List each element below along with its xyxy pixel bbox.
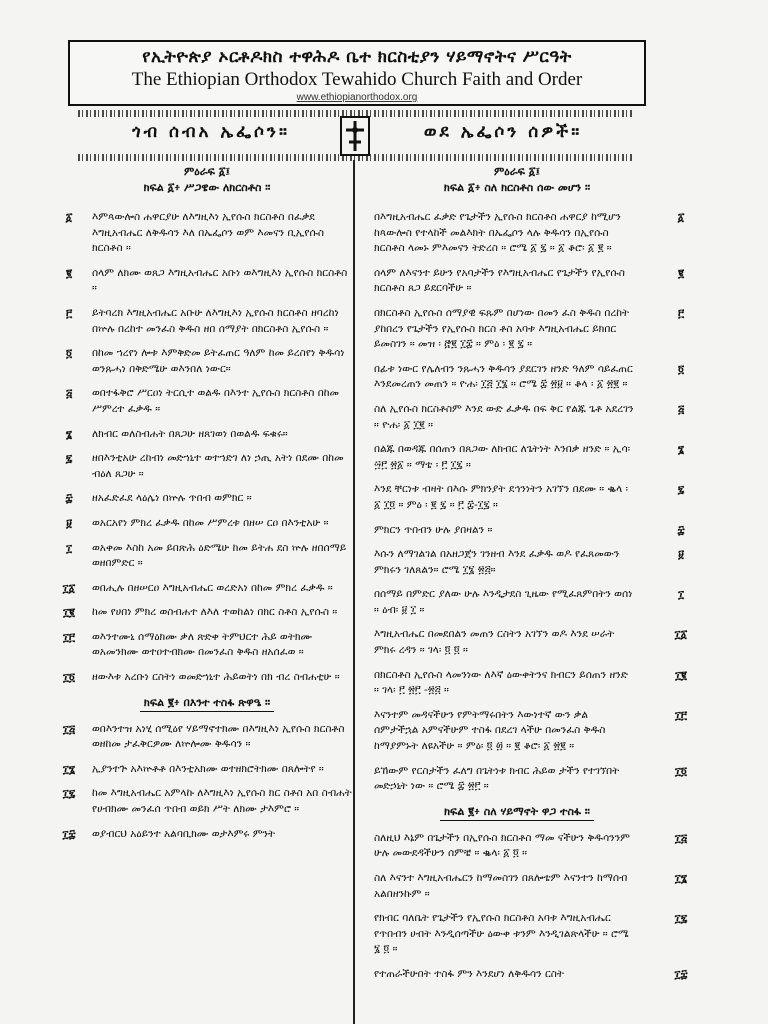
verse-number: ፲፩ [62, 581, 76, 595]
verse-text: ወበሒሉ በዘሠርዐ እግዚአብሔር ወረድአነ በከመ ምክረ ፈቃዱ ። [92, 581, 333, 594]
verse-number: ፲፩ [674, 628, 688, 642]
verse-text: ወአቀመ እስከ አመ ይበጽሕ ዕድሜሁ ከመ ይትሐ ደስ ኵሉ ዘበሰማይ ወዘበምድር ። [92, 541, 347, 570]
verse-number: ፲፯ [674, 912, 688, 926]
verse-list [62, 722, 352, 843]
section-heading: ክፍል ፩፥ ስለ ክርስቶስ ሰው መሆን ። [443, 181, 591, 194]
verse-number: ፬ [677, 362, 685, 376]
chapter-heading: ምዕራፍ ፩፤ [493, 165, 541, 178]
verse-text: ምክርን ጥበብን ሁሉ ያበዛልን ። [374, 523, 493, 536]
verse-text: ስለ እናንተ እግዚአብሔርን ከማመስገን በጸሎቴም እናንተን ከማሰብ አልበዘንኩም ። [374, 872, 628, 900]
verse [372, 627, 688, 658]
verse-number: ፲፰ [674, 967, 688, 981]
verse [372, 482, 685, 513]
verse-number: ፲፰ [62, 827, 76, 841]
verse [372, 911, 688, 958]
verse-number: ፰ [677, 523, 685, 537]
verse-number: ፪ [677, 266, 685, 280]
verse [62, 210, 352, 257]
verse [62, 386, 352, 417]
verse [62, 630, 352, 661]
cross-icon [340, 116, 370, 156]
verse [62, 581, 352, 597]
verse [372, 831, 688, 862]
verse-number: ፮ [677, 443, 685, 457]
verse-number: ፲፬ [675, 764, 687, 778]
verse-number: ፲፪ [675, 668, 687, 682]
right-column-amharic [372, 164, 688, 992]
verse [372, 871, 688, 902]
verse-number: ፲፫ [63, 630, 75, 644]
verse-text: ዘበእንቲአሁ ረከብነ መድኀኒተ ወተኀድገ ለነ ኃጢ አትነ በደሙ በከመ ብዕለ ጸጋሁ ። [92, 452, 344, 480]
verse [62, 605, 352, 621]
section-heading-label: ክፍል ፪፥ ስለ ሃይማኖት ዋጋ ተስፋ ። [440, 804, 594, 821]
verse-text: ሰላም ለክሙ ወጸጋ እግዚአብሔር አቡነ ወእግዚእነ ኢየሱስ ክርስቶስ ። [92, 266, 348, 295]
verse-text: ወእንተሙኒ ሰማዕክሙ ቃለ ጽድቀ ትምህርተ ሕይ ወትክሙ ወአመንክሙ ወተዐተብክሙ በመንፈስ ቅዱስ ዘአሰፈወ ። [92, 630, 313, 659]
verse-number: ፰ [65, 492, 73, 506]
verse [372, 306, 685, 353]
verse-number: ፲፫ [675, 708, 687, 722]
verse-text: ወያብርህ አዕይንተ አልባቢክሙ ወታእምሩ ምንት [92, 827, 276, 840]
verse-number: ፲፮ [62, 762, 76, 776]
verse [62, 670, 352, 686]
verse [62, 346, 352, 377]
verse [372, 708, 687, 755]
verse-text: ለክብር ወለስብሐት በጸጋሁ ዘጸገወነ በወልዱ ፍቁሩ። [92, 427, 288, 440]
verse-text: እግዚአብሔር በመደበልን መጠን ርስትን አገኘን ወዶ እንደ ሠራት ምክሩ ረዳን ። ገላ፡ ፬ ፬ ። [374, 628, 615, 657]
verse-number: ፲፭ [62, 722, 76, 736]
verse-text: ወአርአየነ ምክረ ፈቃዱ በከመ ሥምረቱ በዘሠ ርዐ በእንቲአሁ ። [92, 516, 329, 529]
verse-text: በከመ ኀረየነ ሎቱ እምቅድመ ይትፈጠር ዓለም ከመ ይረስየነ ቅዱሳነ ወንጹሓነ በቅድሜሁ ወእንበለ ነውር። [92, 347, 345, 375]
section-heading-label: ክፍል ፪፥ በእንተ ተስፋ ጽዋዔ ። [140, 695, 274, 712]
verse-list [372, 210, 688, 795]
verse [62, 722, 352, 753]
verse-text: በፊቱ ነውር የሌለብን ንጹሓን ቅዱሳን ያደርገን ዘንድ ዓለም ሳይፈጠር እንደመረጠን መጠን ። ዮሐ፡ ፲፭ ፲፮ ። ሮሜ ፰ ፳፱ ። ቆላ ፡ ፩ ፳፪ ። [374, 362, 633, 391]
verse-list [62, 210, 352, 686]
book-title-geez: ጎብ ሰብአ ኤፌሶን። [132, 122, 290, 142]
verse-number: ፯ [65, 452, 73, 466]
header-title-english: The Ethiopian Orthodox Tewahido Church Faith and Order [131, 69, 583, 90]
header-box [68, 40, 646, 106]
verse-list [372, 831, 688, 983]
left-column-geez [62, 164, 352, 851]
verse-text: ስለ ኢየሱስ ክርስቶስም እንደ ውድ ፈቃዱ በፍ ቅር የልጁ ጌቶ አደረገን ። ዮሐ፡ ፩ ፲፪ ። [374, 402, 634, 431]
verse-text: ይኸውም የርስታችን ፈለግ በጌትነቱ ክብር ሕይወ ታችን የተገኘበት መድኃኒት ነው ። ሮሜ ፰ ፳፫ ። [374, 764, 620, 793]
verse-number: ፪ [65, 266, 73, 280]
verse [62, 516, 352, 532]
section-heading [62, 695, 352, 712]
verse [372, 587, 684, 618]
verse-number: ፩ [65, 211, 73, 224]
verse-text: እናንተም መዳናችሁን የምትማሩበትን እውነተኛ ውን ቃል ሰምታችኋል አምናችሁም ተስፋ በደረገ ላችሁ በመንፈስ ቅዱስ ከማያምኑት ለዩአችሁ ። ምዕ፡ ፬ ፴ ። ፪ ቆሮ፡ ፩ ፳፪ ። [374, 708, 606, 753]
book-title-amharic: ወደ ኤፌሶን ሰዎች። [423, 122, 583, 142]
verse-number: ፱ [66, 516, 72, 530]
title-band [78, 110, 632, 162]
verse-number: ፯ [677, 483, 685, 497]
verse-number: ፲ [678, 588, 684, 602]
verse-number: ፲፪ [63, 606, 75, 620]
verse [62, 491, 352, 507]
verse-text: ወበእንተዝ አነሂ ሰሚዕየ ሃይማኖተክሙ በእግዚእነ ኢየሱስ ክርስቶስ ወዘከመ ታፈቅርዎሙ ለኵሎሙ ቅዱሳን ። [92, 722, 345, 751]
ornament-border-bottom [78, 154, 632, 161]
section-heading: ክፍል ፩፥ ሥጋዌው ለክርስቶስ ። [143, 181, 271, 194]
verse [372, 362, 685, 393]
verse [372, 442, 685, 473]
verse-text: በልጁ በወዳጁ በሰጠን በጸጋው ለክብር ለጌትነት እንበቃ ዘንድ ። ኢሳ፡ ፵፫ ፳፩ ። ማቴ ፡ ፫ ፲፯ ። [374, 443, 631, 471]
verse [372, 402, 685, 433]
verse-text: ዘአፈድፈደ ላዕሌነ በኵሉ ጥበብ ወምክር ። [92, 492, 252, 505]
verse-number: ፭ [65, 387, 73, 401]
verse-number: ፫ [65, 306, 73, 320]
verse-text: ይትባረክ እግዚአብሔር አቡሁ ለእግዚእነ ኢየሱስ ክርስቶስ ዘባረከነ በኵሉ በረከተ መንፈስ ቅዱስ ዘበ ሰማያት በክርስቶስ ኢየሱስ ። [92, 306, 339, 335]
verse-text: እምጳውሎስ ሐዋርያሁ ለእግዚእነ ኢየሱስ ክርስቶስ በፈቃደ እግዚአብሔር ለቅዱሳን እለ በኤፌሶን ወም እመናን ቢኢየሱስ ክርስቶስ ። [92, 211, 325, 255]
verse-text: ወበተፋቅሮ ሥርዐነ ትርሲተ ወልዱ በእንተ ኢየሱስ ክርስቶስ በከመ ሥምረተ ፈቃዱ ። [92, 387, 340, 415]
verse [372, 523, 685, 539]
verse-text: በክርስቶስ ኢየሱስ ሰማያዊ ፍጹም በሆነው በመን ፈስ ቅዱስ በረከት ያከበረን የጌታችን የኢየሱስ ክርስ ቶስ አባቱ እግዚአብሔር ይክበር ይመስገን ። መዝ ፡ ፸፪ ፲፰ ። ምዕ ፡ ፪ ፯ ። [374, 306, 630, 351]
verse-text: የክብር ባለቤት የጌታችን የኢየሱስ ክርስቶስ አባቱ እግዚአብሔር የጥበብን ሀብት እንዲሰጣችሁ ዕውቀ ቱንም እንዲገልጽላችሁ ። ሮሜ ፮ ፬ ። [374, 912, 629, 956]
verse-number: ፲፮ [674, 872, 688, 885]
verse-text: የተጠራችሁበት ተስፋ ምን እንደሆነ ለቅዱሳን ርስት [374, 967, 565, 980]
verse [372, 547, 684, 578]
verse [372, 764, 687, 795]
verse-number: ፲፯ [62, 787, 76, 801]
header-title-amharic: የኢትዮጵያ ኦርቶዶክስ ተዋሕዶ ቤተ ክርስቲያን ሃይማኖትና ሥርዓት [142, 47, 572, 67]
verse-text: እንደ ቸርነቱ ብዛት በእሱ ምክንያት ደኅንነትን አገኘን በደሙ ። ቈላ ፡ ፩ ፲፬ ። ምዕ ፡ ፪ ፯ ። ፫ ፰-፲፯ ። [374, 483, 629, 511]
verse-text: በክርስቶስ ኢየሱስ ላመንነው ለእኛ ዕውቀትንና ክብርን ይሰጠን ዘንድ ። ገላ፡ ፫ ፳፫ -፳፭ ። [374, 668, 628, 697]
verse-text: ከመ የሀበነ ምክረ ወስብሐተ ለእለ ተወከልነ በክር ስቶስ ኢየሱስ ። [92, 606, 338, 619]
verse-text: በእግዚአብሔር ፈቃድ የጌታችን ኢየሱስ ክርስቶስ ሐዋርያ ከሚሆን ከጳውሎስ የተላከች መልእክት በኤፌሶን ላሉ ቅዱሳን በኢየሱስ ክርስቶስ ላመኑ ምእመናን ትድረስ ። ሮሜ ፩ ፯ ። ፩ ቆሮ፡ ፩ ፪ ። [374, 211, 621, 255]
verse [62, 427, 352, 443]
verse [372, 266, 685, 297]
header-url-link[interactable]: www.ethiopianorthodox.org [296, 92, 418, 103]
verse-number: ፫ [677, 306, 685, 320]
verse-text: በሰማይ በምድር ያለው ሁሉ እንዲታደስ ጊዜው የሚፈጸምበትን ወሰነ ። ዕብ፡ ፱ ፲ ። [374, 588, 633, 616]
verse-text: እሱን ለማገልገል በአዘጋጀን ገንዘብ እንደ ፈቃዱ ወዶ የፈጸመውን ምክሩን ገለጸልን። ሮሜ ፲፮ ፳፭። [374, 548, 620, 576]
verse-number: ፲፬ [63, 671, 75, 685]
verse [62, 306, 352, 337]
verse [372, 967, 688, 983]
verse [62, 786, 352, 817]
section-heading [372, 804, 662, 821]
verse-text: ዘውእቱ አረቡነ ርስትነ ወመድኀኒተ ሕይወትነ በክ ብረ ስብሐቲሁ ። [92, 671, 340, 684]
verse-number: ፮ [65, 427, 73, 441]
verse-number: ፱ [678, 548, 684, 562]
verse-text: ከመ እግዚአብሔር አምላኩ ለእግዚእነ ኢየሱስ ክር ስቶስ አበ ስብሐት የሀብክሙ መንፈሰ ጥበብ ወይክ ሥት ለክሙ ታእምሮ ። [92, 787, 352, 816]
verse-number: ፬ [65, 347, 73, 361]
verse [62, 451, 352, 482]
verse-number: ፩ [677, 211, 685, 224]
verse [372, 210, 685, 257]
verse-number: ፲ [66, 541, 72, 555]
verse-text: ኢያንተጕ አእኵቶቶ በእንቲአክሙ ወተዘክሮትክሙ በጸሎትየ ። [92, 762, 324, 775]
verse-number: ፲፭ [674, 831, 688, 845]
verse [372, 668, 687, 699]
verse [62, 541, 352, 572]
verse-text: ስለዚህ እኔም በጌታችን በኢየሱስ ክርስቶስ ማመ ናችሁን ቅዱሳንንም ሁሉ መውደዳችሁን ሰምቼ ። ቈላ፡ ፩ ፬ ። [374, 831, 630, 860]
verse [62, 762, 352, 778]
verse [62, 266, 352, 297]
verse-number: ፭ [677, 402, 685, 416]
verse-text: ሰላም ለእናንተ ይሁን የአባታችን የእግዚአብሔር የጌታችን የኢየሱስ ክርስቶስ ጸጋ ይደርባችሁ ። [374, 266, 625, 295]
chapter-heading: ምዕራፍ ፩፤ [183, 165, 231, 178]
verse [62, 827, 352, 843]
